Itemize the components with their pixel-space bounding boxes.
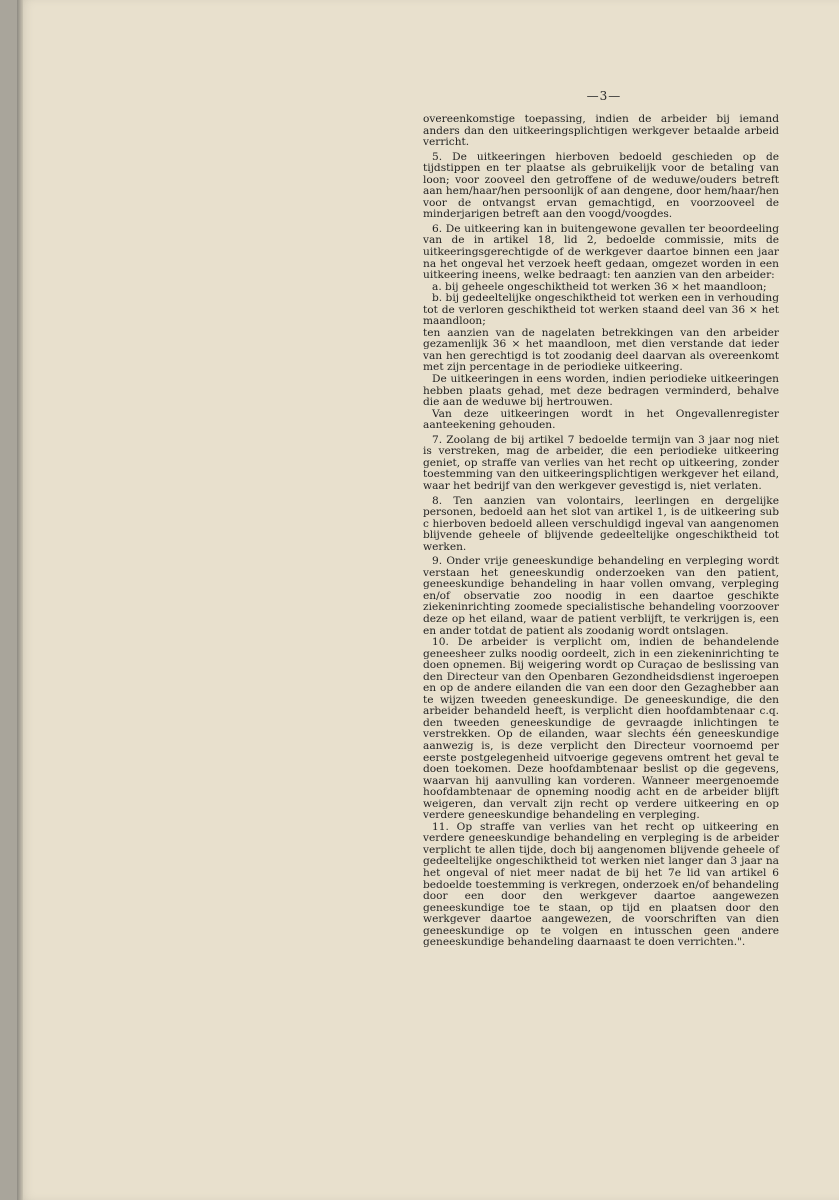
paragraph-6-survivors: ten aanzien van de nagelaten betrekkingen van den arbeider gezamenlijk 36 × het maandloon, met dien verstande dat ieder van hen gerechtigd is tot zoodanig deel daarvan als overeenkomt met zijn percentage in de periodieke uitkeering. [423,326,779,374]
paragraph-8: 8. Ten aanzien van volontairs, leerlingen en dergelijke personen, bedoeld aan het slot van artikel 1, is de uitkeering sub c hierboven bedoeld alleen verschuldigd ingeval van aangenomen blijvende geheele of blijvende gedeeltelijke ongeschiktheid tot werken. [423,494,779,553]
paragraph-9: 9. Onder vrije geneeskundige behandeling en verpleging wordt verstaan het geneeskundig onderzoeken van den patient, geneeskundige behandeling in haar vollen omvang, verpleging en/of observatie zoo noodig in een daartoe geschikte ziekeninrichting zoomede specialistische behandeling voorzoover deze op het eiland, waar de patient verblijft, te verkrijgen is, een en ander totdat de patient als zoodanig wordt ontslagen. [423,555,779,637]
paragraph-6-reduction: De uitkeeringen in eens worden, indien periodieke uitkeeringen hebben plaats gehad, met deze bedragen verminderd, behalve die aan de weduwe bij hertrouwen. [423,373,779,409]
document-page [17,0,839,1200]
paragraph-6: 6. De uitkeering kan in buitengewone gevallen ter beoordeeling van de in artikel 18, lid 2, bedoelde commissie, mits de uitkeeringsgerechtigde of de werkgever daartoe binnen een jaar na het ongeval het verzoek heeft gedaan, omgezet worden in een uitkeering ineens, welke bedraagt: ten aanzien van den arbeider: [423,222,779,282]
page-number: —3— [586,89,622,103]
paragraph-10: 10. De arbeider is verplicht om, indien de behandelende geneesheer zulks noodig oordeelt, zich in een ziekeninrichting te doen opnemen. Bij weigering wordt op Curaçao de beslissing van den Directeur van den Openbaren Gezondheidsdienst ingeroepen en op de andere eilanden die van een door den Gezaghebber aan te wijzen tweeden geneeskundige. De geneeskundige, die den arbeider behandeld heeft, is verplicht dien hoofdambtenaar c.q. den tweeden geneeskundige de gevraagde inlichtingen te verstrekken. Op de eilanden, waar slechts één geneeskundige aanwezig is, is deze verplicht den Directeur voornoemd per eerste postgelegenheid uitvoerige gegevens omtrent het geval te doen toekomen. Deze hoofdambtenaar beslist op die gegevens, waarvan hij aanvulling kan vorderen. Wanneer meergenoemde hoofdambtenaar de opneming noodig acht en de arbeider blijft weigeren, dan vervalt zijn recht op verdere uitkeering en op verdere geneeskundige behandeling en verpleging. [423,636,779,822]
paragraph-continuation: overeenkomstige toepassing, indien de arbeider bij iemand anders dan den uitkeeringsplichtigen werkgever betaalde arbeid verricht. [423,113,779,149]
paragraph-7: 7. Zoolang de bij artikel 7 bedoelde termijn van 3 jaar nog niet is verstreken, mag de arbeider, die een periodieke uitkeering geniet, op straffe van verlies van het recht op uitkeering, zonder toestemming van den uitkeeringsplichtigen werkgever het eiland, waar het bedrijf van den werkgever gevestigd is, niet verlaten. [423,433,779,492]
paragraph-11: 11. Op straffe van verlies van het recht op uitkeering en verdere geneeskundige behandeling en verpleging is de arbeider verplicht te allen tijde, doch bij aangenomen blijvende geheele of gedeeltelijke ongeschiktheid tot werken niet langer dan 3 jaar na het ongeval of niet meer nadat de bij het 7e lid van artikel 6 bedoelde toestemming is verkregen, onderzoek en/of behandeling door een door den werkgever daartoe aangewezen geneeskundige toe te staan, op tijd en plaatsen door den werkgever daartoe aangewezen, de voorschriften van dien geneeskundige op te volgen en intusschen geen andere geneeskundige behandeling daarnaast te doen verrichten.". [423,820,779,949]
page-binding-edge [17,0,23,1200]
text-column [423,114,779,949]
paragraph-6b: b. bij gedeeltelijke ongeschiktheid tot werken een in verhouding tot de verloren geschiktheid tot werken staand deel van 36 × het maandloon; [423,292,779,328]
paragraph-6-register: Van deze uitkeeringen wordt in het Ongevallenregister aanteekening gehouden. [423,407,779,432]
paragraph-6a: a. bij geheele ongeschiktheid tot werken 36 × het maandloon; [432,280,767,293]
paragraph-5: 5. De uitkeeringen hierboven bedoeld geschieden op de tijdstippen en ter plaatse als gebruikelijk voor de betaling van loon; voor zooveel den getroffene of de weduwe/ouders betreft aan hem/haar/hen persoonlijk of aan dengene, door hem/haar/hen voor de ontvangst ervan gemachtigd, en voorzooveel de minderjarigen betreft aan den voogd/voogdes. [423,150,779,221]
